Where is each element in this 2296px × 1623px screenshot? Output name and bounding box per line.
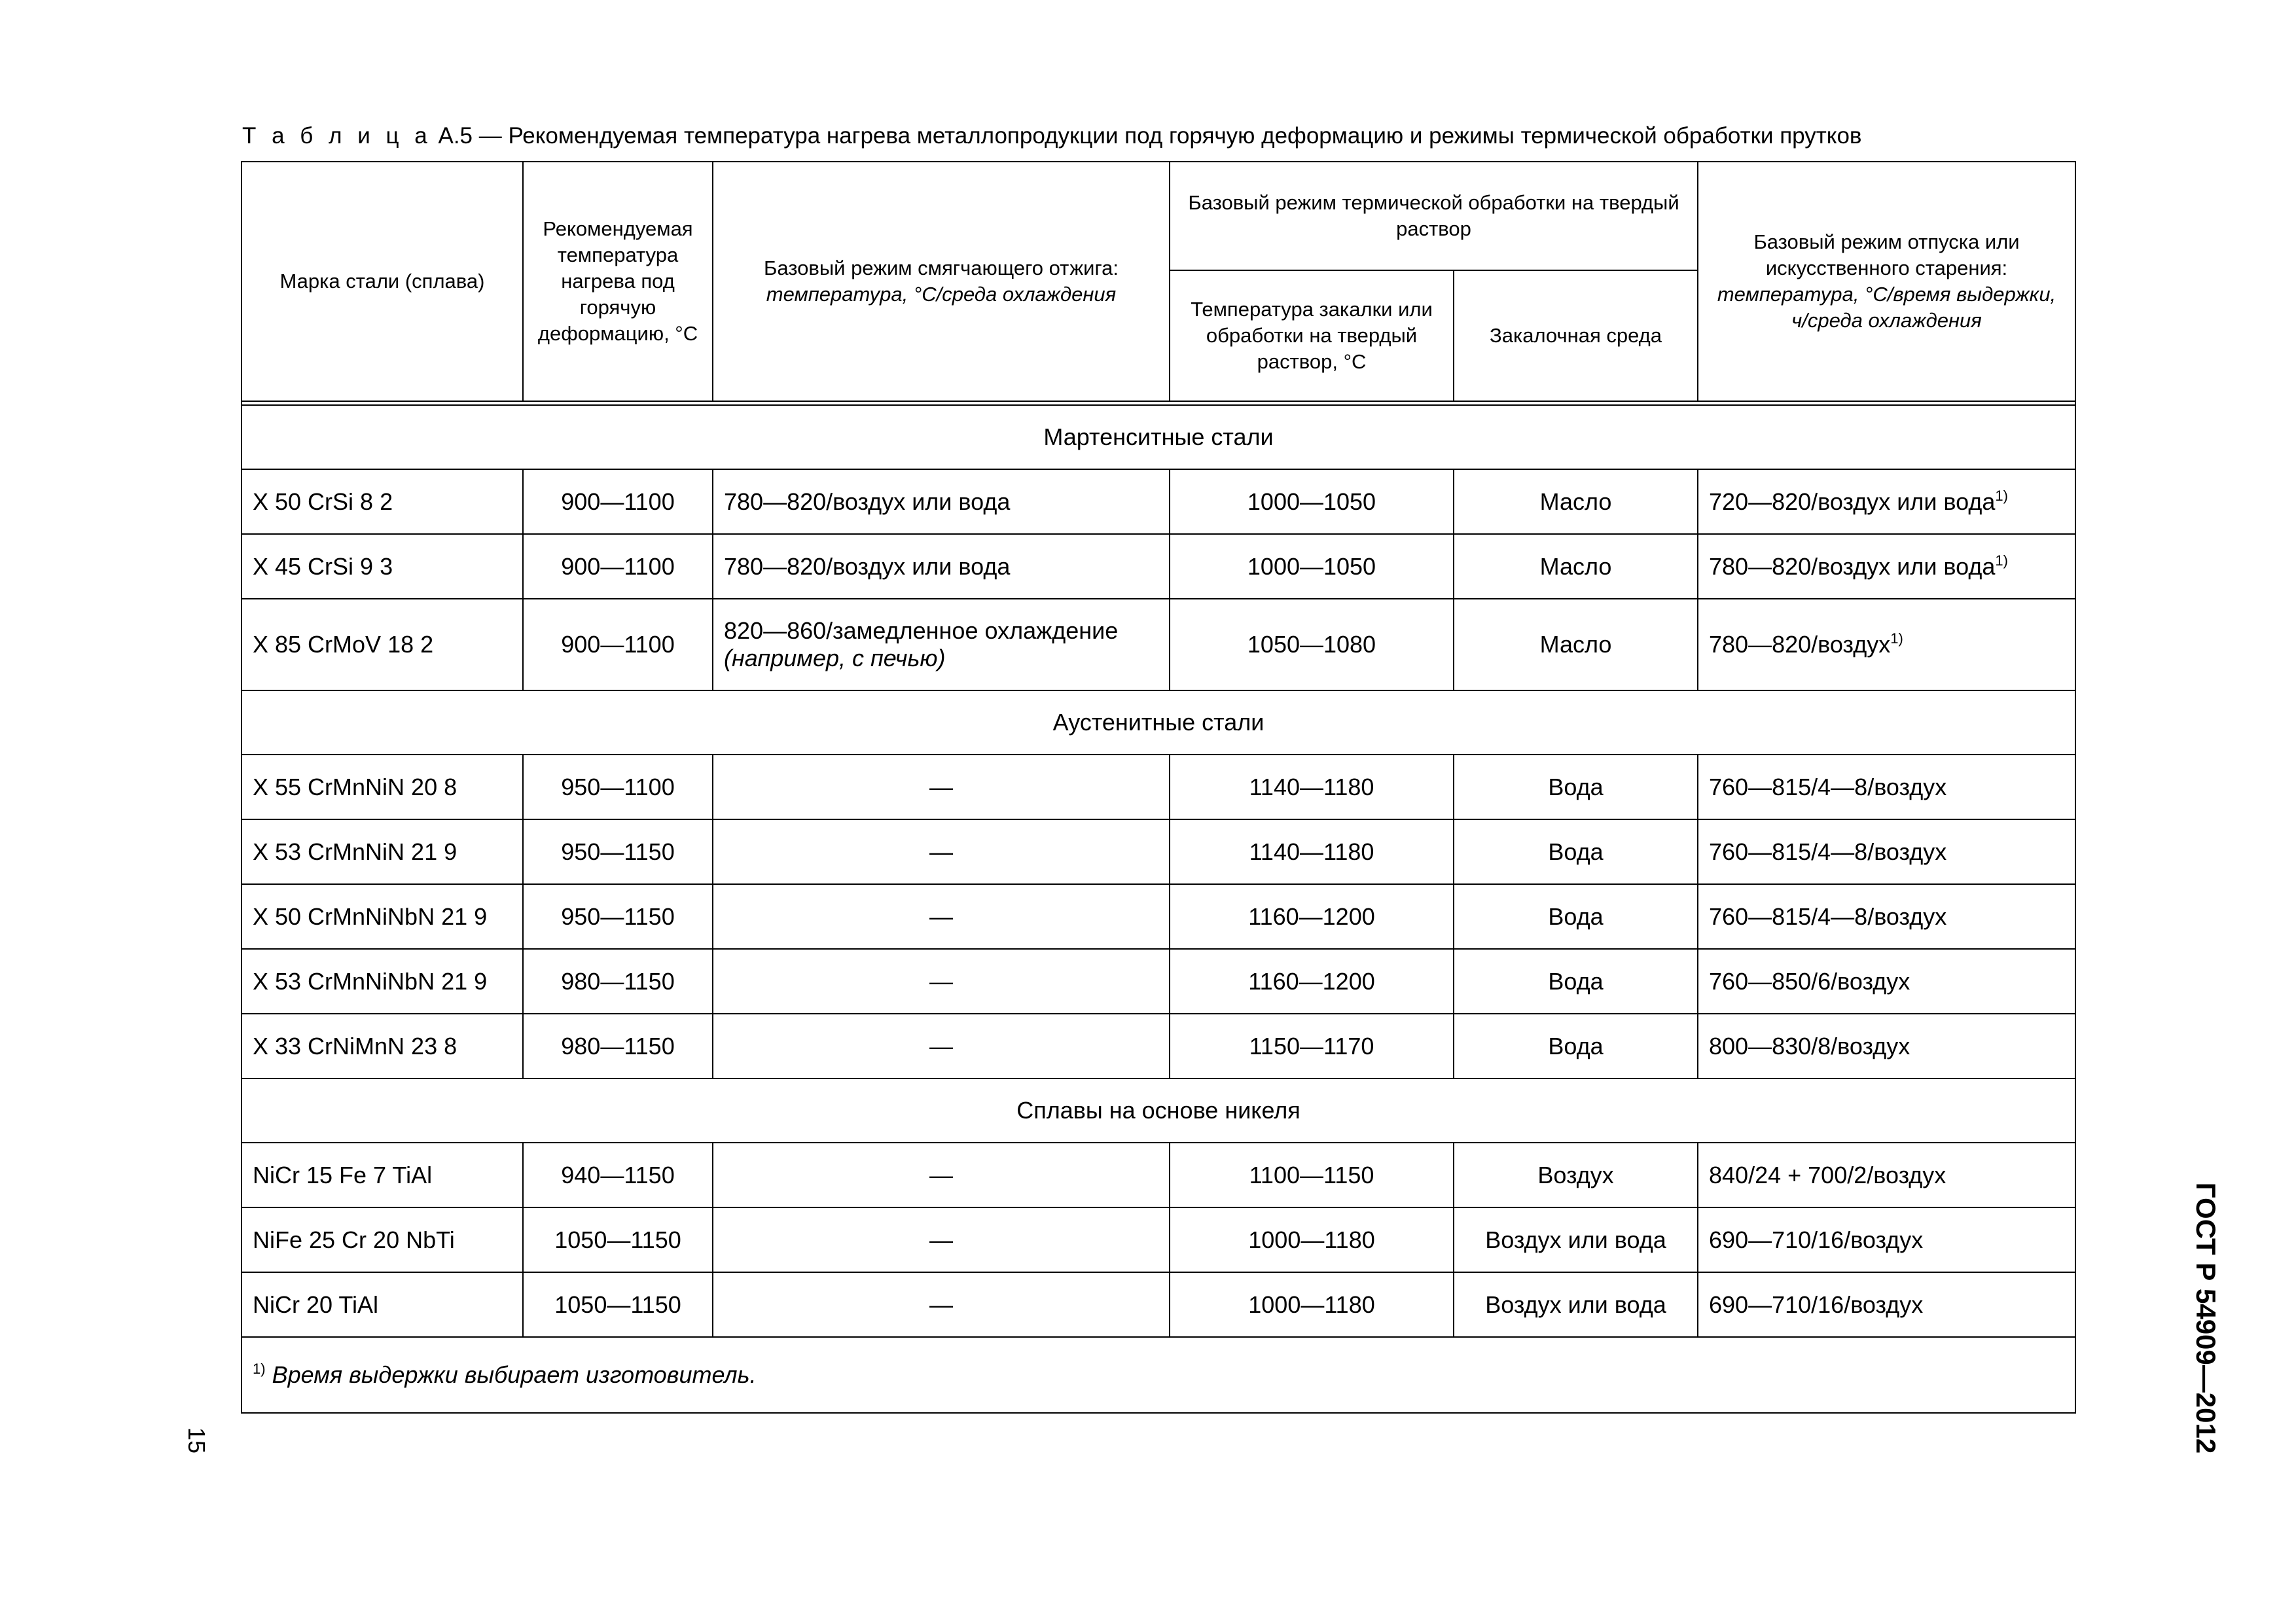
header-tempering: [1698, 162, 2075, 401]
caption-text: А.5 — Рекомендуемая температура нагрева металлопродукции под горячую деформацию и режимы термической обработки прутков: [438, 123, 1862, 149]
header-annealing: [713, 162, 1170, 401]
cell-anneal: —: [713, 819, 1170, 884]
cell-anneal: 780—820/воздух или вода: [713, 534, 1170, 599]
cell-temper: 690—710/16/воздух: [1698, 1272, 2075, 1337]
cell-grade: X 50 CrMnNiNbN 21 9: [242, 884, 523, 949]
cell-grade: X 33 CrNiMnN 23 8: [242, 1014, 523, 1079]
cell-hot: 900—1100: [523, 534, 713, 599]
cell-temper: 760—850/6/воздух: [1698, 949, 2075, 1014]
section-row: [242, 690, 2075, 755]
cell-temper: [1698, 599, 2075, 690]
cell-anneal: —: [713, 884, 1170, 949]
cell-temper: 690—710/16/воздух: [1698, 1207, 2075, 1272]
cell-quench-temp: 1140—1180: [1170, 755, 1454, 819]
cell-quench-temp: 1000—1050: [1170, 534, 1454, 599]
table-caption: [242, 123, 1862, 149]
cell-anneal: —: [713, 755, 1170, 819]
table-row: [242, 949, 2075, 1014]
cell-quench-temp: 1100—1150: [1170, 1143, 1454, 1207]
cell-medium: Воздух: [1454, 1143, 1698, 1207]
cell-quench-temp: 1000—1180: [1170, 1272, 1454, 1337]
cell-hot: 1050—1150: [523, 1207, 713, 1272]
cell-medium: Вода: [1454, 819, 1698, 884]
footnote-ref: 1): [1995, 552, 2008, 569]
cell-anneal: [713, 599, 1170, 690]
cell-hot: 950—1100: [523, 755, 713, 819]
cell-grade: NiFe 25 Cr 20 NbTi: [242, 1207, 523, 1272]
cell-medium: Воздух или вода: [1454, 1207, 1698, 1272]
cell-quench-temp: 1140—1180: [1170, 819, 1454, 884]
table-row: [242, 599, 2075, 690]
header-hot-deformation-temp: Рекомендуемая температура нагрева под горячую деформацию, °С: [523, 162, 713, 401]
cell-medium: Масло: [1454, 469, 1698, 534]
cell-temper: 760—815/4—8/воздух: [1698, 819, 2075, 884]
footnote: [242, 1337, 2075, 1413]
cell-hot: 950—1150: [523, 819, 713, 884]
cell-grade: X 53 CrMnNiNbN 21 9: [242, 949, 523, 1014]
table-row: [242, 469, 2075, 534]
table-row: [242, 534, 2075, 599]
cell-temper-text: 780—820/воздух: [1709, 631, 1891, 658]
footnote-mark: 1): [253, 1361, 266, 1377]
header-solution-treatment: Базовый режим термической обработки на твердый раствор: [1170, 162, 1698, 270]
cell-temper: 760—815/4—8/воздух: [1698, 884, 2075, 949]
table-row: [242, 1272, 2075, 1337]
table-row: [242, 884, 2075, 949]
cell-quench-temp: 1000—1050: [1170, 469, 1454, 534]
cell-medium: Вода: [1454, 884, 1698, 949]
cell-quench-temp: 1000—1180: [1170, 1207, 1454, 1272]
header-annealing-subtitle: температура, °С/среда охлаждения: [766, 283, 1117, 306]
cell-grade: NiCr 15 Fe 7 TiAl: [242, 1143, 523, 1207]
cell-hot: 900—1100: [523, 469, 713, 534]
cell-grade: X 53 CrMnNiN 21 9: [242, 819, 523, 884]
cell-anneal: 780—820/воздух или вода: [713, 469, 1170, 534]
cell-grade: X 55 CrMnNiN 20 8: [242, 755, 523, 819]
cell-temper-text: 720—820/воздух или вода: [1709, 488, 1996, 515]
cell-anneal: —: [713, 1143, 1170, 1207]
footnote-text: Время выдержки выбирает изготовитель.: [272, 1361, 757, 1388]
section-row: [242, 405, 2075, 469]
section-title: Мартенситные стали: [242, 405, 2075, 469]
cell-grade: X 45 CrSi 9 3: [242, 534, 523, 599]
header-tempering-subtitle: температура, °С/время выдержки, ч/среда охлаждения: [1717, 283, 2056, 332]
cell-temper: 760—815/4—8/воздух: [1698, 755, 2075, 819]
table-row: [242, 1143, 2075, 1207]
cell-quench-temp: 1160—1200: [1170, 884, 1454, 949]
cell-hot: 940—1150: [523, 1143, 713, 1207]
cell-hot: 900—1100: [523, 599, 713, 690]
footnote-ref: 1): [1995, 487, 2008, 504]
cell-medium: Воздух или вода: [1454, 1272, 1698, 1337]
cell-medium: Вода: [1454, 755, 1698, 819]
footnote-row: [242, 1337, 2075, 1413]
cell-temper: [1698, 534, 2075, 599]
table-row: [242, 755, 2075, 819]
table-row: [242, 819, 2075, 884]
section-title: Сплавы на основе никеля: [242, 1079, 2075, 1143]
cell-medium: Вода: [1454, 1014, 1698, 1079]
header-quench-medium: Закалочная среда: [1454, 270, 1698, 401]
cell-anneal: —: [713, 949, 1170, 1014]
standard-designation: ГОСТ Р 54909—2012: [2191, 1182, 2221, 1454]
cell-hot: 980—1150: [523, 1014, 713, 1079]
cell-anneal-note: (например, с печью): [724, 645, 946, 671]
page-number: 15: [183, 1427, 211, 1454]
cell-grade: X 85 CrMoV 18 2: [242, 599, 523, 690]
cell-quench-temp: 1050—1080: [1170, 599, 1454, 690]
footnote-ref: 1): [1890, 630, 1903, 647]
header-grade: Марка стали (сплава): [242, 162, 523, 401]
cell-quench-temp: 1160—1200: [1170, 949, 1454, 1014]
cell-temper-text: 780—820/воздух или вода: [1709, 552, 1996, 580]
cell-anneal: —: [713, 1272, 1170, 1337]
cell-hot: 1050—1150: [523, 1272, 713, 1337]
cell-temper: [1698, 469, 2075, 534]
section-row: [242, 1079, 2075, 1143]
cell-temper: 840/24 + 700/2/воздух: [1698, 1143, 2075, 1207]
cell-hot: 980—1150: [523, 949, 713, 1014]
heat-treatment-table: [241, 161, 2076, 1414]
cell-anneal: —: [713, 1207, 1170, 1272]
header-annealing-title: Базовый режим смягчающего отжига:: [764, 257, 1119, 279]
cell-grade: X 50 CrSi 8 2: [242, 469, 523, 534]
cell-medium: Вода: [1454, 949, 1698, 1014]
table-row: [242, 1207, 2075, 1272]
header-quench-temp: Температура закалки или обработки на твердый раствор, °С: [1170, 270, 1454, 401]
cell-anneal: —: [713, 1014, 1170, 1079]
table-row: [242, 1014, 2075, 1079]
cell-anneal-text: 820—860/замедленное охлаждение: [724, 617, 1119, 644]
caption-prefix: Т а б л и ц а: [242, 123, 432, 149]
cell-medium: Масло: [1454, 599, 1698, 690]
cell-grade: NiCr 20 TiAl: [242, 1272, 523, 1337]
cell-temper: 800—830/8/воздух: [1698, 1014, 2075, 1079]
cell-quench-temp: 1150—1170: [1170, 1014, 1454, 1079]
header-tempering-title: Базовый режим отпуска или искусственного старения:: [1753, 230, 2020, 279]
cell-hot: 950—1150: [523, 884, 713, 949]
section-title: Аустенитные стали: [242, 690, 2075, 755]
cell-medium: Масло: [1454, 534, 1698, 599]
